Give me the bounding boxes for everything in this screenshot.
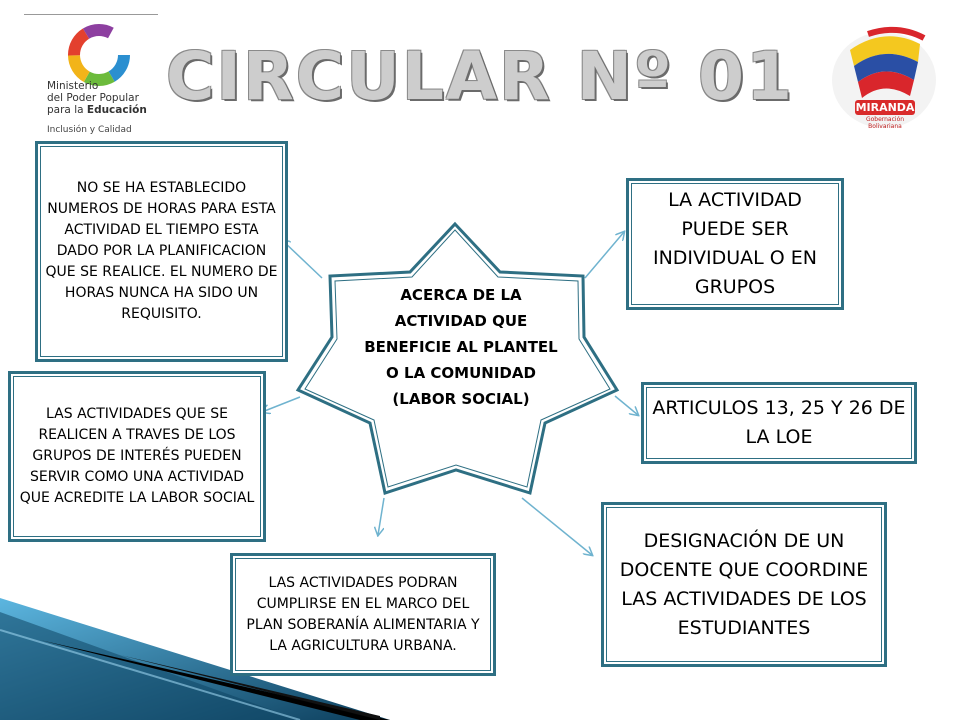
miranda-subtitle: Gobernación Bolivariana (865, 116, 905, 130)
ministry-line-2: del Poder Popular (47, 92, 139, 104)
box-teacher (601, 502, 887, 667)
box-groups-text: LAS ACTIVIDADES QUE SE REALICEN A TRAVES DE LOS GRUPOS DE INTERÉS PUEDEN SERVIR COMO UNA ACTIVIDAD QUE ACREDITE LA LABOR SOCIAL (19, 406, 255, 506)
box-articles-text: ARTICULOS 13, 25 Y 26 DE LA LOE (652, 397, 906, 448)
ministry-line-1: Ministerio (47, 80, 99, 92)
box-individual-text: LA ACTIVIDAD PUEDE SER INDIVIDUAL O EN GRUPOS (652, 189, 818, 298)
ministry-line-3-bold: Educación (86, 104, 147, 116)
box-teacher-text: DESIGNACIÓN DE UN DOCENTE QUE COORDINE LAS ACTIVIDADES DE LOS ESTUDIANTES (619, 529, 869, 639)
center-topic: ACERCA DE LA ACTIVIDAD QUE BENEFICIE AL PLANTEL O LA COMUNIDAD (LABOR SOCIAL) (364, 286, 558, 408)
box-plan-text: LAS ACTIVIDADES PODRAN CUMPLIRSE EN EL MARCO DEL PLAN SOBERANÍA ALIMENTARIA Y LA AGRICULTURA URBANA. (246, 574, 480, 654)
ministry-line-3-prefix: para la (47, 104, 87, 116)
ministry-tagline: Inclusión y Calidad (47, 125, 132, 135)
box-individual (626, 178, 844, 310)
box-groups (8, 371, 266, 542)
box-plan (230, 553, 496, 676)
box-articles (641, 382, 917, 464)
miranda-label: MIRANDA (855, 101, 915, 114)
page-title: CIRCULAR Nº 01 (165, 38, 795, 115)
box-hours-text: NO SE HA ESTABLECIDO NUMEROS DE HORAS PARA ESTA ACTIVIDAD EL TIEMPO ESTA DADO POR LA PLANIFICACION QUE SE REALICE. EL NUMERO DE HORAS NUNCA HA SIDO UN REQUISITO. (45, 180, 278, 322)
box-hours (35, 141, 288, 362)
